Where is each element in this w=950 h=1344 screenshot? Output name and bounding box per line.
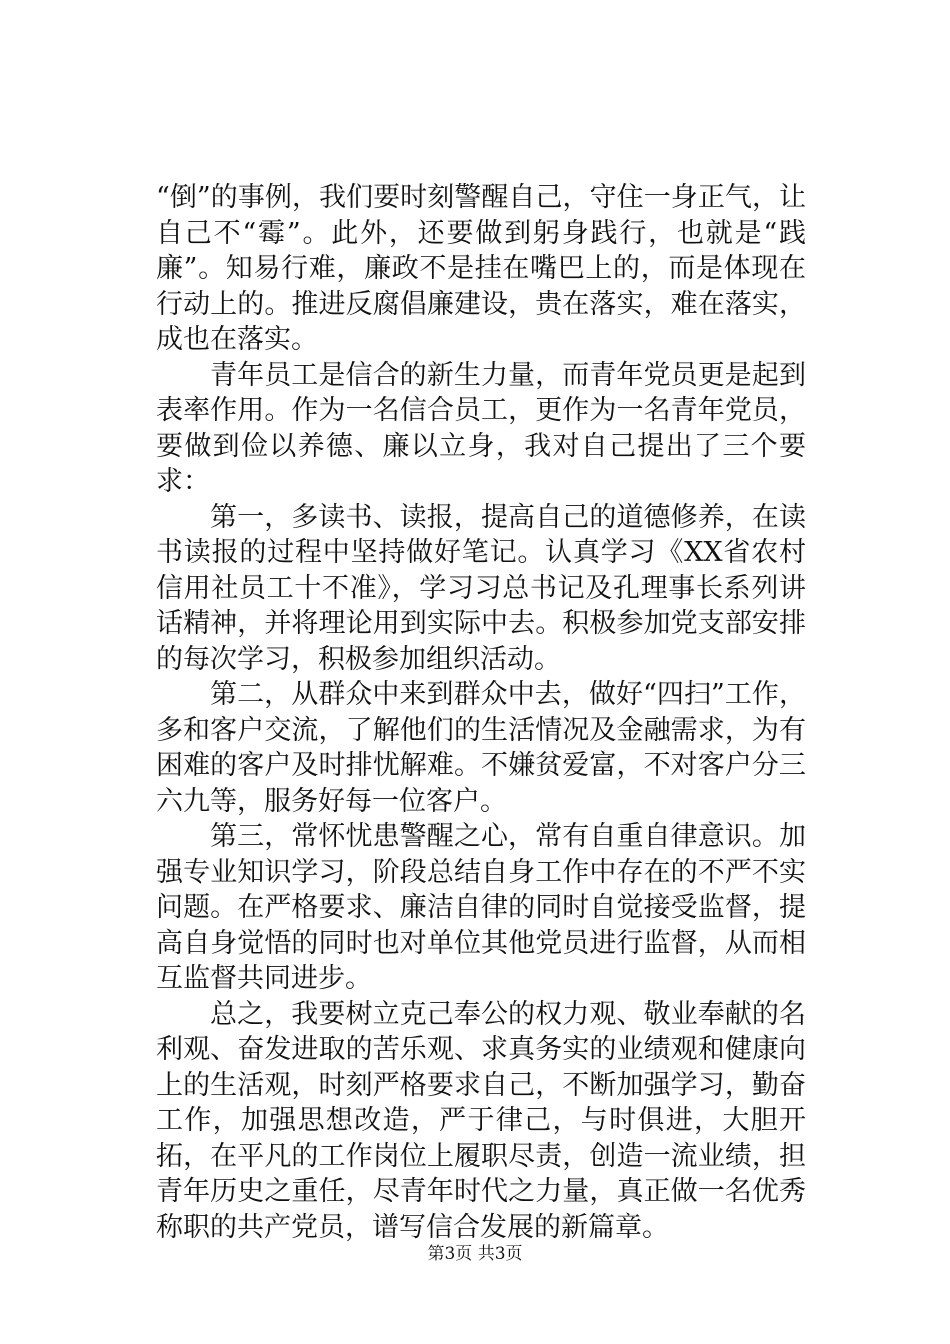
page-number-footer: 第3页 共3页 (427, 1244, 523, 1264)
paragraph-6: 总之，我要树立克己奉公的权力观、敬业奉献的名利观、奋发进取的苦乐观、求真务实的业绩观和健康向上的生活观，时刻严格要求自己，不断加强学习，勤奋工作，加强思想改造，严于律己，与时俱进，大胆开拓，在平凡的工作岗位上履职尽责，创造一流业绩，担青年历史之重任，尽青年时代之力量，真正做一名优秀称职的共产党员，谱写信合发展的新篇章。 (156, 998, 806, 1243)
paragraph-1: “倒”的事例，我们要时刻警醒自己，守住一身正气，让自己不“霉”。此外，还要做到躬身践行，也就是“践廉”。知易行难，廉政不是挂在嘴巴上的，而是体现在行动上的。推进反腐倡廉建设，贵在落实，难在落实，成也在落实。 (156, 182, 806, 355)
document-body (156, 180, 806, 1245)
paragraph-4: 第二，从群众中来到群众中去，做好“四扫”工作，多和客户交流，了解他们的生活情况及金融需求，为有困难的客户及时排忧解难。不嫌贫爱富，不对客户分三六九等，服务好每一位客户。 (156, 679, 806, 817)
paragraph-5: 第三，常怀忧患警醒之心，常有自重自律意识。加强专业知识学习，阶段总结自身工作中存在的不严不实问题。在严格要求、廉洁自律的同时自觉接受监督，提高自身觉悟的同时也对单位其他党员进行监督，从而相互监督共同进步。 (156, 821, 806, 994)
paragraph-2: 青年员工是信合的新生力量，而青年党员更是起到表率作用。作为一名信合员工，更作为一名青年党员，要做到俭以养德、廉以立身，我对自己提出了三个要求： (156, 359, 806, 497)
paragraph-3: 第一，多读书、读报，提高自己的道德修养，在读书读报的过程中坚持做好笔记。认真学习《XX省农村信用社员工十不准》，学习习总书记及孔理事长系列讲话精神，并将理论用到实际中去。积极参加党支部安排的每次学习，积极参加组织活动。 (156, 501, 806, 675)
